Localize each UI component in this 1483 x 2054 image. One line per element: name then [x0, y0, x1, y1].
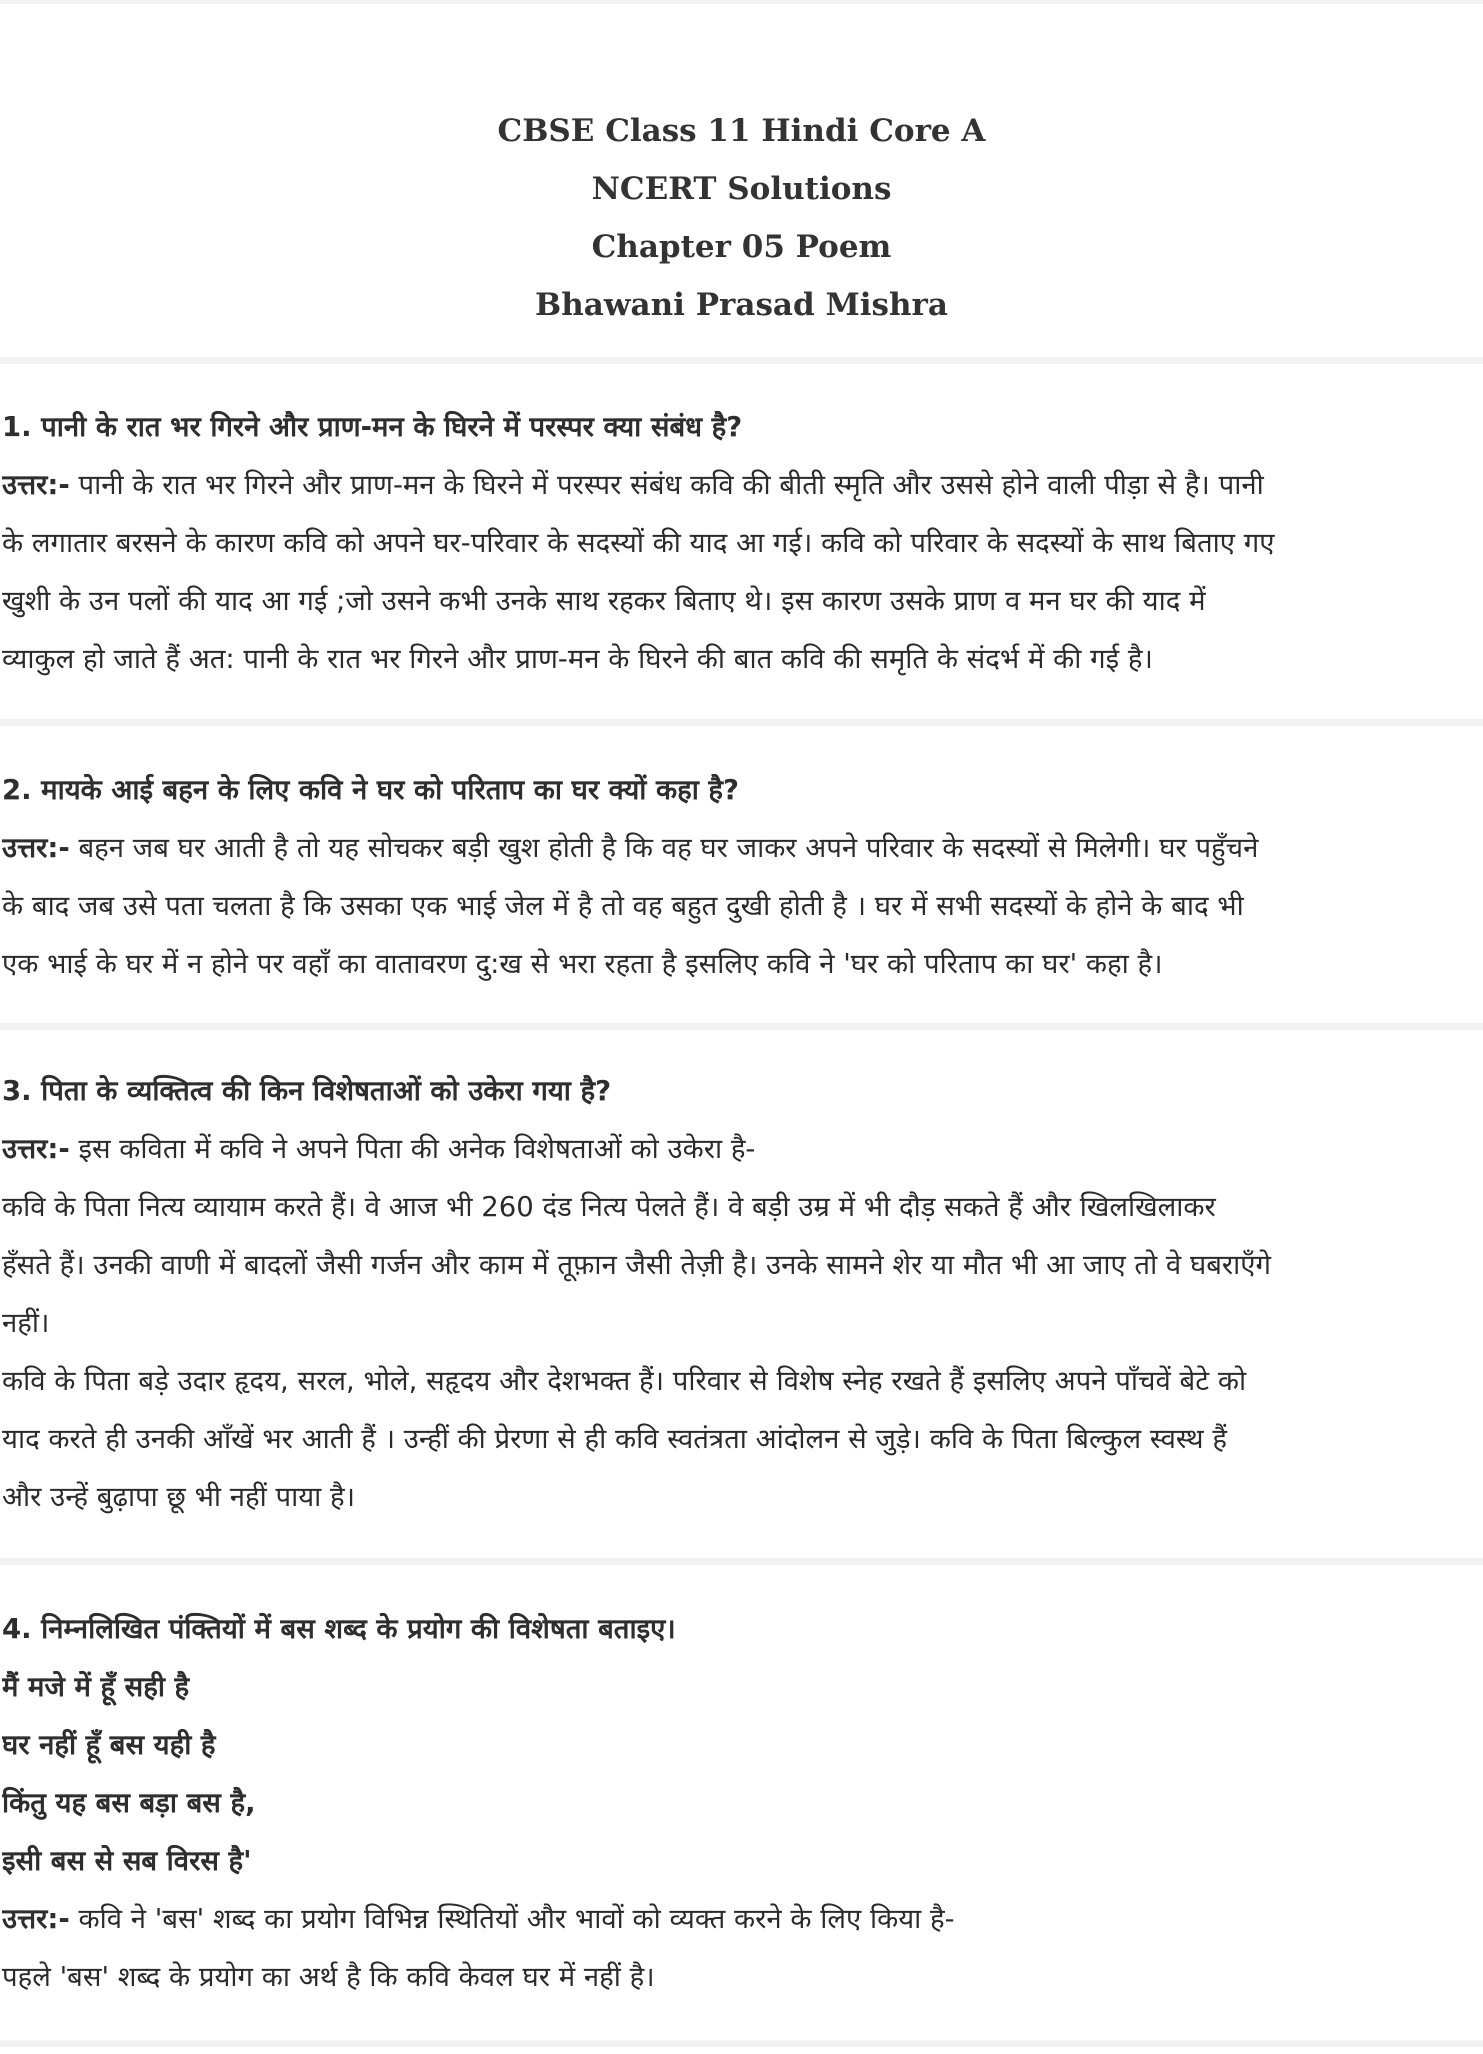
- poem-line: किंतु यह बस बड़ा बस है,: [2, 1787, 256, 1819]
- poem-line: इसी बस से सब विरस है': [2, 1845, 252, 1877]
- answer-1-line: [2, 456, 1480, 514]
- question-4: 4. निम्नलिखित पंक्तियों में बस शब्द के प्रयोग की विशेषता बताइए।: [2, 1613, 676, 1645]
- section-divider: [0, 719, 1483, 726]
- question-block-2: [2, 761, 1480, 993]
- answer-3-para1-line: नहीं।: [2, 1307, 50, 1339]
- answer-4-line: पहले 'बस' शब्द के प्रयोग का अर्थ है कि कवि केवल घर में नहीं है।: [2, 1961, 655, 1993]
- answer-1-line: व्याकुल हो जाते हैं अत: पानी के रात भर गिरने और प्राण-मन के घिरने की बात कवि की समृति के संदर्भ में की गई है।: [2, 643, 1153, 675]
- question-block-4: [2, 1600, 1480, 2006]
- answer-3-para1-line: कवि के पिता नित्य व्यायाम करते हैं। वे आज भी 260 दंड नित्य पेलते हैं। वे बड़ी उम्र में भी दौड़ सकते हैं और खिलखिलाकर: [2, 1191, 1216, 1223]
- section-divider: [0, 1023, 1483, 1030]
- poem-line: घर नहीं हूँ बस यही है: [2, 1729, 216, 1761]
- section-divider: [0, 357, 1483, 364]
- answer-3-intro: इस कविता में कवि ने अपने पिता की अनेक विशेषताओं को उकेरा है-: [69, 1133, 756, 1165]
- answer-3-line: [2, 1120, 1480, 1178]
- question-block-3: [2, 1062, 1480, 1526]
- document-header: [0, 102, 1483, 334]
- question-3: 3. पिता के व्यक्तित्व की किन विशेषताओं को उकेरा गया है?: [2, 1075, 612, 1107]
- answer-3-para2-line: और उन्हें बुढ़ापा छू भी नहीं पाया है।: [2, 1481, 356, 1513]
- answer-label: उत्तर:-: [2, 469, 70, 501]
- top-divider: [0, 0, 1483, 4]
- answer-label: उत्तर:-: [2, 832, 70, 864]
- question-block-1: [2, 398, 1480, 688]
- answer-1-text: पानी के रात भर गिरने और प्राण-मन के घिरने में परस्पर संबंध कवि की बीती स्मृति और उससे होने वाली पीड़ा से है। पानी: [69, 469, 1264, 501]
- answer-3-para1-line: हँसते हैं। उनकी वाणी में बादलों जैसी गर्जन और काम में तूफ़ान जैसी तेज़ी है। उनके सामने शेर या मौत भी आ जाए तो वे घबराएँगे: [2, 1249, 1271, 1281]
- answer-1-line: के लगातार बरसने के कारण कवि को अपने घर-परिवार के सदस्यों की याद आ गई। कवि को परिवार के सदस्यों के साथ बिताए गए: [2, 527, 1275, 559]
- header-author: Bhawani Prasad Mishra: [535, 287, 948, 323]
- header-title: CBSE Class 11 Hindi Core A: [497, 113, 986, 149]
- section-divider: [0, 2040, 1483, 2047]
- header-subtitle: NCERT Solutions: [591, 171, 892, 207]
- header-chapter: Chapter 05 Poem: [591, 229, 892, 265]
- answer-label: उत्तर:-: [2, 1133, 70, 1165]
- answer-2-line: एक भाई के घर में न होने पर वहाँ का वातावरण दु:ख से भरा रहता है इसलिए कवि ने 'घर को परिताप का घर' कहा है।: [2, 948, 1163, 980]
- answer-4-intro: कवि ने 'बस' शब्द का प्रयोग विभिन्न स्थितियों और भावों को व्यक्त करने के लिए किया है-: [69, 1903, 955, 1935]
- section-divider: [0, 1558, 1483, 1565]
- answer-4-line: [2, 1890, 1480, 1948]
- answer-1-line: खुशी के उन पलों की याद आ गई ;जो उसने कभी उनके साथ रहकर बिताए थे। इस कारण उसके प्राण व मन घर की याद में: [2, 585, 1206, 617]
- answer-3-para2-line: याद करते ही उनकी आँखें भर आती हैं । उन्हीं की प्रेरणा से ही कवि स्वतंत्रता आंदोलन से जुड़े। कवि के पिता बिल्कुल स्वस्थ हैं: [2, 1423, 1227, 1455]
- question-2: 2. मायके आई बहन के लिए कवि ने घर को परिताप का घर क्यों कहा है?: [2, 774, 739, 806]
- answer-2-text: बहन जब घर आती है तो यह सोचकर बड़ी खुश होती है कि वह घर जाकर अपने परिवार के सदस्यों से मिलेगी। घर पहुँचने: [69, 832, 1259, 864]
- answer-3-para2-line: कवि के पिता बड़े उदार हृदय, सरल, भोले, सहृदय और देशभक्त हैं। परिवार से विशेष स्नेह रखते हैं इसलिए अपने पाँचवें बेटे को: [2, 1365, 1247, 1397]
- answer-2-line: के बाद जब उसे पता चलता है कि उसका एक भाई जेल में है तो वह बहुत दुखी होती है । घर में सभी सदस्यों के होने के बाद भी: [2, 890, 1244, 922]
- answer-label: उत्तर:-: [2, 1903, 70, 1935]
- answer-2-line: [2, 819, 1480, 877]
- question-1: 1. पानी के रात भर गिरने और प्राण-मन के घिरने में परस्पर क्या संबंध है?: [2, 411, 743, 443]
- poem-line: मैं मजे में हूँ सही है: [2, 1671, 190, 1703]
